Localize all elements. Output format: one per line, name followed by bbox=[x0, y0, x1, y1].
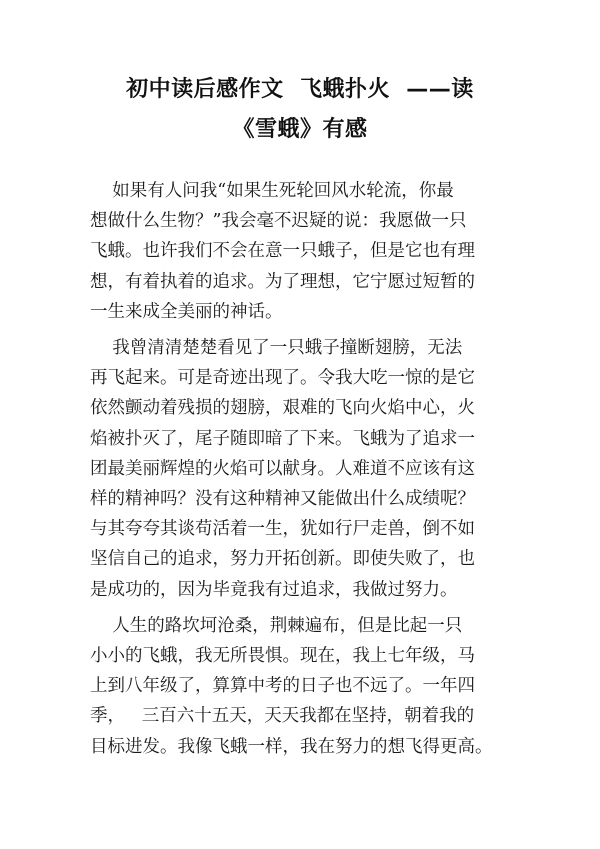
text-line: 上到八年级了，算算中考的日子也不远了。一年四 bbox=[90, 676, 475, 697]
text-line: 如果有人问我“如果生死轮回风水轮流，你最 bbox=[90, 181, 454, 201]
paragraph bbox=[90, 333, 514, 605]
text-line: 季， 三百六十五天，天天我都在坚持，朝着我的 bbox=[90, 706, 475, 727]
article-body bbox=[90, 176, 514, 768]
text-line: 飞蛾。也许我们不会在意一只蛾子，但是它也有理 bbox=[90, 241, 475, 262]
text-line: 想，有着执着的追求。为了理想，它宁愿过短暂的 bbox=[90, 271, 475, 292]
text-line: 目标进发。我像飞蛾一样，我在努力的想飞得更高。 bbox=[90, 736, 493, 757]
text-line: 人生的路坎坷沧桑，荆棘遍布，但是比起一只 bbox=[90, 615, 463, 636]
text-line: 与其夸夸其谈苟活着一生，犹如行尸走兽，倒不如 bbox=[90, 519, 475, 540]
title-line: 初中读后感作文 飞蛾扑火 ——读 bbox=[126, 77, 474, 102]
text-line: 一生来成全美丽的神话。 bbox=[90, 301, 283, 322]
text-line: 样的精神吗？没有这种精神又能做出什么成绩呢？ bbox=[90, 489, 475, 510]
text-line: 想做什么生物？”我会毫不迟疑的说：我愿做一只 bbox=[90, 211, 467, 232]
paragraph bbox=[90, 611, 514, 762]
text-line: 小小的飞蛾，我无所畏惧。现在，我上七年级，马 bbox=[90, 646, 475, 667]
text-line: 是成功的，因为毕竟我有过追求，我做过努力。 bbox=[90, 579, 458, 600]
text-line: 焰被扑灭了，尾子随即暗了下来。飞蛾为了追求一 bbox=[90, 428, 475, 449]
text-line: 我曾清清楚楚看见了一只蛾子撞断翅膀，无法 bbox=[90, 338, 463, 359]
paragraph bbox=[90, 176, 514, 327]
text-line: 再飞起来。可是奇迹出现了。令我大吃一惊的是它 bbox=[90, 368, 475, 389]
text-line: 团最美丽辉煌的火焰可以献身。人难道不应该有这 bbox=[90, 458, 475, 479]
title-line: 《雪蛾》有感 bbox=[232, 117, 368, 142]
text-line: 依然颤动着残损的翅膀，艰难的飞向火焰中心，火 bbox=[90, 398, 475, 419]
document-title bbox=[60, 70, 540, 150]
text-line: 坚信自己的追求，努力开拓创新。即使失败了，也 bbox=[90, 549, 475, 570]
